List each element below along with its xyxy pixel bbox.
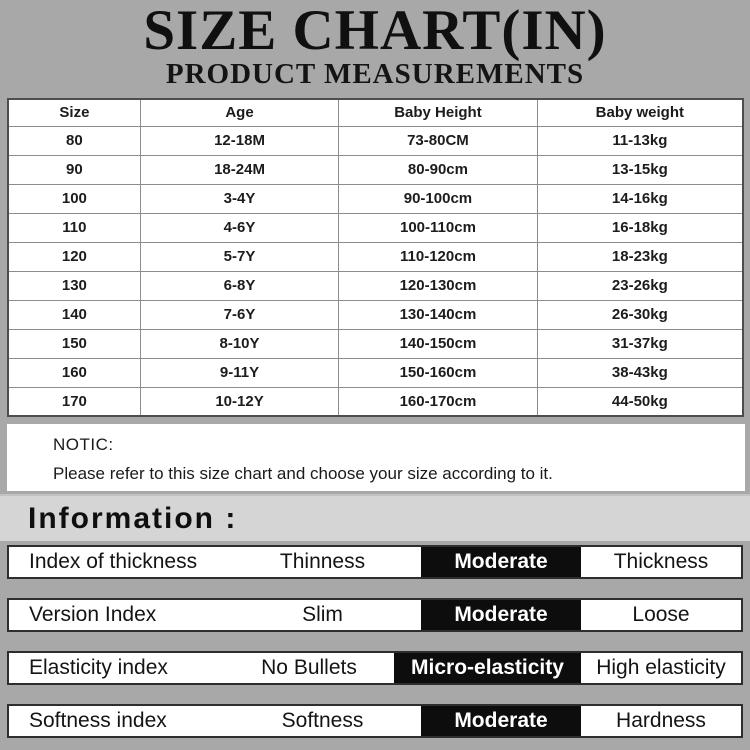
table-cell: 110-120cm: [339, 242, 537, 271]
info-row-label: Elasticity index: [29, 656, 168, 679]
table-cell: 11-13kg: [537, 126, 743, 155]
table-cell: 5-7Y: [140, 242, 338, 271]
info-option: No Bullets: [261, 656, 357, 679]
table-cell: 16-18kg: [537, 213, 743, 242]
table-cell: 31-37kg: [537, 329, 743, 358]
page-title: SIZE CHART(IN): [143, 0, 607, 62]
info-option: Thinness: [279, 550, 366, 573]
table-cell: 150: [8, 329, 140, 358]
column-header-baby-weight: Baby weight: [537, 99, 743, 126]
notice-heading: NOTIC:: [53, 435, 114, 454]
table-cell: 120: [8, 242, 140, 271]
notice-box: [7, 424, 745, 491]
information-heading: Information :: [0, 494, 750, 541]
info-option: Loose: [632, 603, 690, 626]
table-cell: 90: [8, 155, 140, 184]
info-row: [7, 598, 743, 632]
table-cell: 4-6Y: [140, 213, 338, 242]
table-row: [8, 213, 743, 242]
info-row: [7, 704, 743, 738]
table-cell: 90-100cm: [339, 184, 537, 213]
size-table: [7, 98, 744, 417]
table-cell: 23-26kg: [537, 271, 743, 300]
table-cell: 100-110cm: [339, 213, 537, 242]
table-cell: 6-8Y: [140, 271, 338, 300]
table-cell: 100: [8, 184, 140, 213]
table-cell: 18-23kg: [537, 242, 743, 271]
info-option: Hardness: [616, 709, 706, 732]
size-table-header-row: [8, 99, 743, 126]
table-cell: 10-12Y: [140, 387, 338, 416]
table-cell: 120-130cm: [339, 271, 537, 300]
table-cell: 80: [8, 126, 140, 155]
table-row: [8, 300, 743, 329]
info-row-label: Softness index: [29, 709, 167, 732]
table-cell: 170: [8, 387, 140, 416]
table-cell: 18-24M: [140, 155, 338, 184]
table-cell: 80-90cm: [339, 155, 537, 184]
table-cell: 26-30kg: [537, 300, 743, 329]
table-cell: 9-11Y: [140, 358, 338, 387]
table-row: [8, 155, 743, 184]
table-row: [8, 358, 743, 387]
table-cell: 38-43kg: [537, 358, 743, 387]
info-row: [7, 545, 743, 579]
info-option-selected: Micro-elasticity: [394, 653, 581, 683]
info-option: High elasticity: [596, 656, 726, 679]
table-cell: 44-50kg: [537, 387, 743, 416]
column-header-baby-height: Baby Height: [339, 99, 537, 126]
size-table-body: [8, 126, 743, 416]
table-cell: 130: [8, 271, 140, 300]
table-row: [8, 184, 743, 213]
table-cell: 14-16kg: [537, 184, 743, 213]
page-subtitle: PRODUCT MEASUREMENTS: [165, 58, 585, 91]
info-option: Thickness: [613, 550, 709, 573]
info-rows: [0, 545, 750, 738]
table-cell: 13-15kg: [537, 155, 743, 184]
table-cell: 8-10Y: [140, 329, 338, 358]
table-row: [8, 387, 743, 416]
table-cell: 3-4Y: [140, 184, 338, 213]
info-row-label: Version Index: [29, 603, 157, 626]
table-cell: 110: [8, 213, 140, 242]
info-option: Softness: [281, 709, 364, 732]
table-cell: 12-18M: [140, 126, 338, 155]
info-option-selected: Moderate: [421, 706, 581, 736]
info-option-selected: Moderate: [421, 547, 581, 577]
table-cell: 150-160cm: [339, 358, 537, 387]
table-row: [8, 329, 743, 358]
notice-body: Please refer to this size chart and choose your size according to it.: [53, 464, 553, 483]
table-row: [8, 242, 743, 271]
title-block: [0, 0, 750, 98]
column-header-age: Age: [140, 99, 338, 126]
table-cell: 160: [8, 358, 140, 387]
info-row-label: Index of thickness: [29, 550, 198, 573]
info-option-selected: Moderate: [421, 600, 581, 630]
table-cell: 73-80CM: [339, 126, 537, 155]
table-cell: 7-6Y: [140, 300, 338, 329]
table-row: [8, 126, 743, 155]
table-cell: 140: [8, 300, 140, 329]
column-header-size: Size: [8, 99, 140, 126]
table-cell: 160-170cm: [339, 387, 537, 416]
table-cell: 140-150cm: [339, 329, 537, 358]
info-option: Slim: [302, 603, 343, 626]
table-row: [8, 271, 743, 300]
info-row: [7, 651, 743, 685]
table-cell: 130-140cm: [339, 300, 537, 329]
